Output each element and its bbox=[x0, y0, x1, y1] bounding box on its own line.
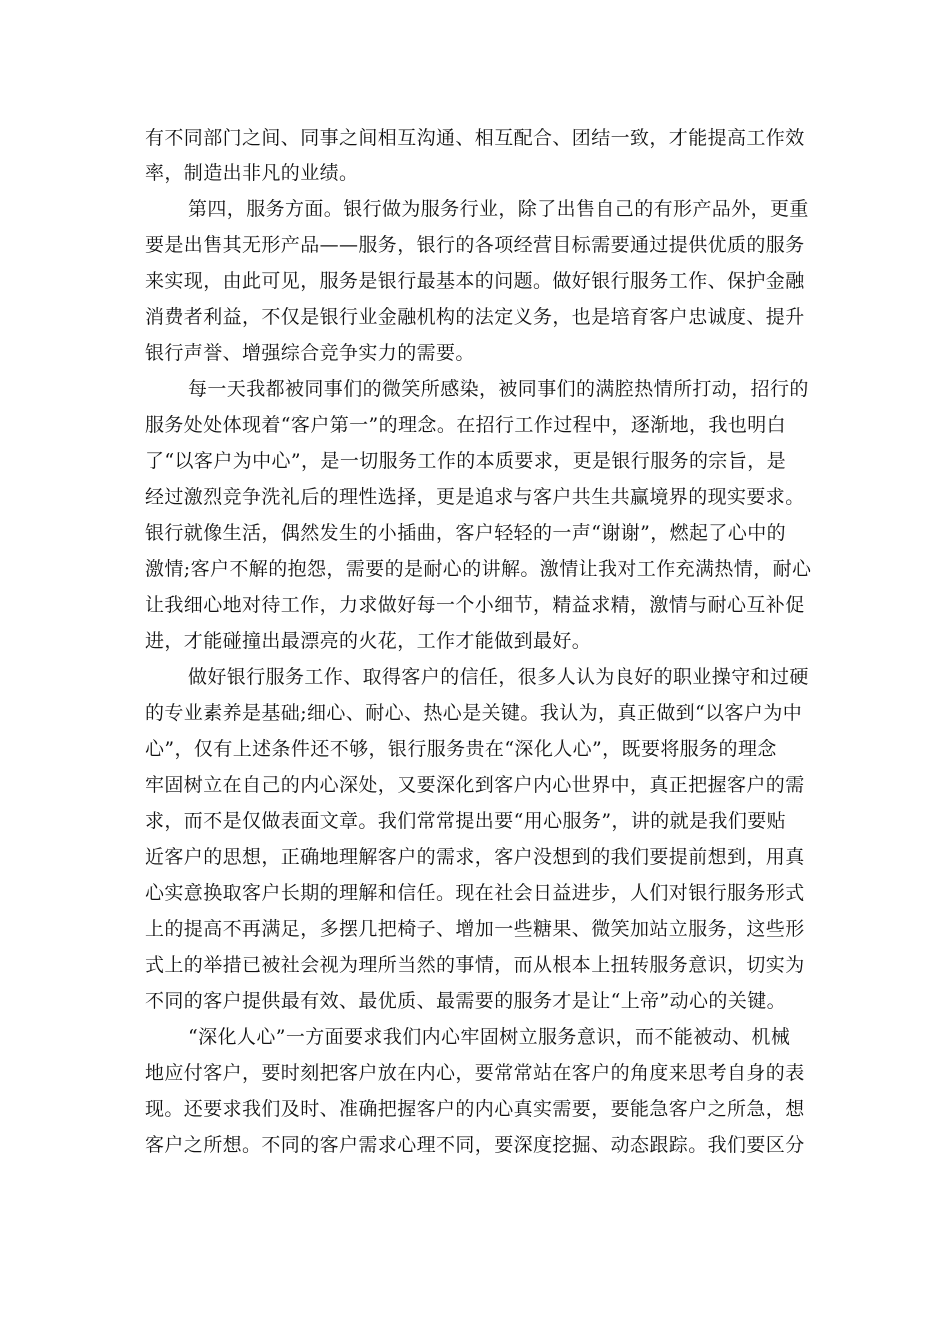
text-line: 进，才能碰撞出最漂亮的火花，工作才能做到最好。 bbox=[145, 630, 592, 652]
text-line: 心”，仅有上述条件还不够，银行服务贵在“深化人心”，既要将服务的理念 bbox=[145, 738, 777, 760]
paragraph-first-line: “深化人心”一方面要求我们内心牢固树立服务意识，而不能被动、机械 bbox=[188, 1026, 791, 1048]
text-line: 现。还要求我们及时、准确把握客户的内心真实需要，要能急客户之所急，想 bbox=[145, 1098, 805, 1120]
text-line: 消费者利益，不仅是银行业金融机构的法定义务，也是培育客户忠诚度、提升 bbox=[145, 306, 805, 328]
text-line: 让我细心地对待工作，力求做好每一个小细节，精益求精，激情与耐心互补促 bbox=[145, 594, 805, 616]
text-line: 牢固树立在自己的内心深处，又要深化到客户内心世界中，真正把握客户的需 bbox=[145, 774, 805, 796]
text-line: 来实现，由此可见，服务是银行最基本的问题。做好银行服务工作、保护金融 bbox=[145, 270, 805, 292]
text-line: 服务处处体现着“客户第一”的理念。在招行工作过程中，逐渐地，我也明白 bbox=[145, 414, 787, 436]
text-line: 近客户的思想，正确地理解客户的需求，客户没想到的我们要提前想到，用真 bbox=[145, 846, 805, 868]
paragraph-first-line: 做好银行服务工作、取得客户的信任，很多人认为良好的职业操守和过硬 bbox=[188, 666, 809, 688]
paragraph-first-line: 第四，服务方面。银行做为服务行业，除了出售自己的有形产品外，更重 bbox=[188, 198, 809, 220]
text-line: 求，而不是仅做表面文章。我们常常提出要“用心服务”，讲的就是我们要贴 bbox=[145, 810, 787, 832]
text-line: 上的提高不再满足，多摆几把椅子、增加一些糖果、微笑加站立服务，这些形 bbox=[145, 918, 805, 940]
text-line: 有不同部门之间、同事之间相互沟通、相互配合、团结一致，才能提高工作效 bbox=[145, 127, 805, 149]
text-line: 地应付客户，要时刻把客户放在内心，要常常站在客户的角度来思考自身的表 bbox=[145, 1062, 805, 1084]
text-line: 要是出售其无形产品——服务，银行的各项经营目标需要通过提供优质的服务 bbox=[145, 234, 805, 256]
text-line: 式上的举措已被社会视为理所当然的事情，而从根本上扭转服务意识，切实为 bbox=[145, 954, 805, 976]
text-line: 银行声誉、增强综合竞争实力的需要。 bbox=[145, 342, 475, 364]
text-line: 银行就像生活，偶然发生的小插曲，客户轻轻的一声“谢谢”，燃起了心中的 bbox=[145, 522, 787, 544]
text-line: 经过激烈竞争洗礼后的理性选择，更是追求与客户共生共赢境界的现实要求。 bbox=[145, 486, 805, 508]
text-line: 激情;客户不解的抱怨，需要的是耐心的讲解。激情让我对工作充满热情，耐心 bbox=[145, 558, 812, 580]
text-line: 的专业素养是基础;细心、耐心、热心是关键。我认为，真正做到“以客户为中 bbox=[145, 702, 803, 724]
paragraph-first-line: 每一天我都被同事们的微笑所感染，被同事们的满腔热情所打动，招行的 bbox=[188, 378, 809, 400]
text-line: 客户之所想。不同的客户需求心理不同，要深度挖掘、动态跟踪。我们要区分 bbox=[145, 1134, 805, 1156]
text-line: 率，制造出非凡的业绩。 bbox=[145, 162, 359, 184]
text-line: 了“以客户为中心”，是一切服务工作的本质要求，更是银行服务的宗旨，是 bbox=[145, 450, 787, 472]
text-line: 心实意换取客户长期的理解和信任。现在社会日益进步，人们对银行服务形式 bbox=[145, 882, 805, 904]
text-line: 不同的客户提供最有效、最优质、最需要的服务才是让“上帝”动心的关键。 bbox=[145, 990, 787, 1012]
